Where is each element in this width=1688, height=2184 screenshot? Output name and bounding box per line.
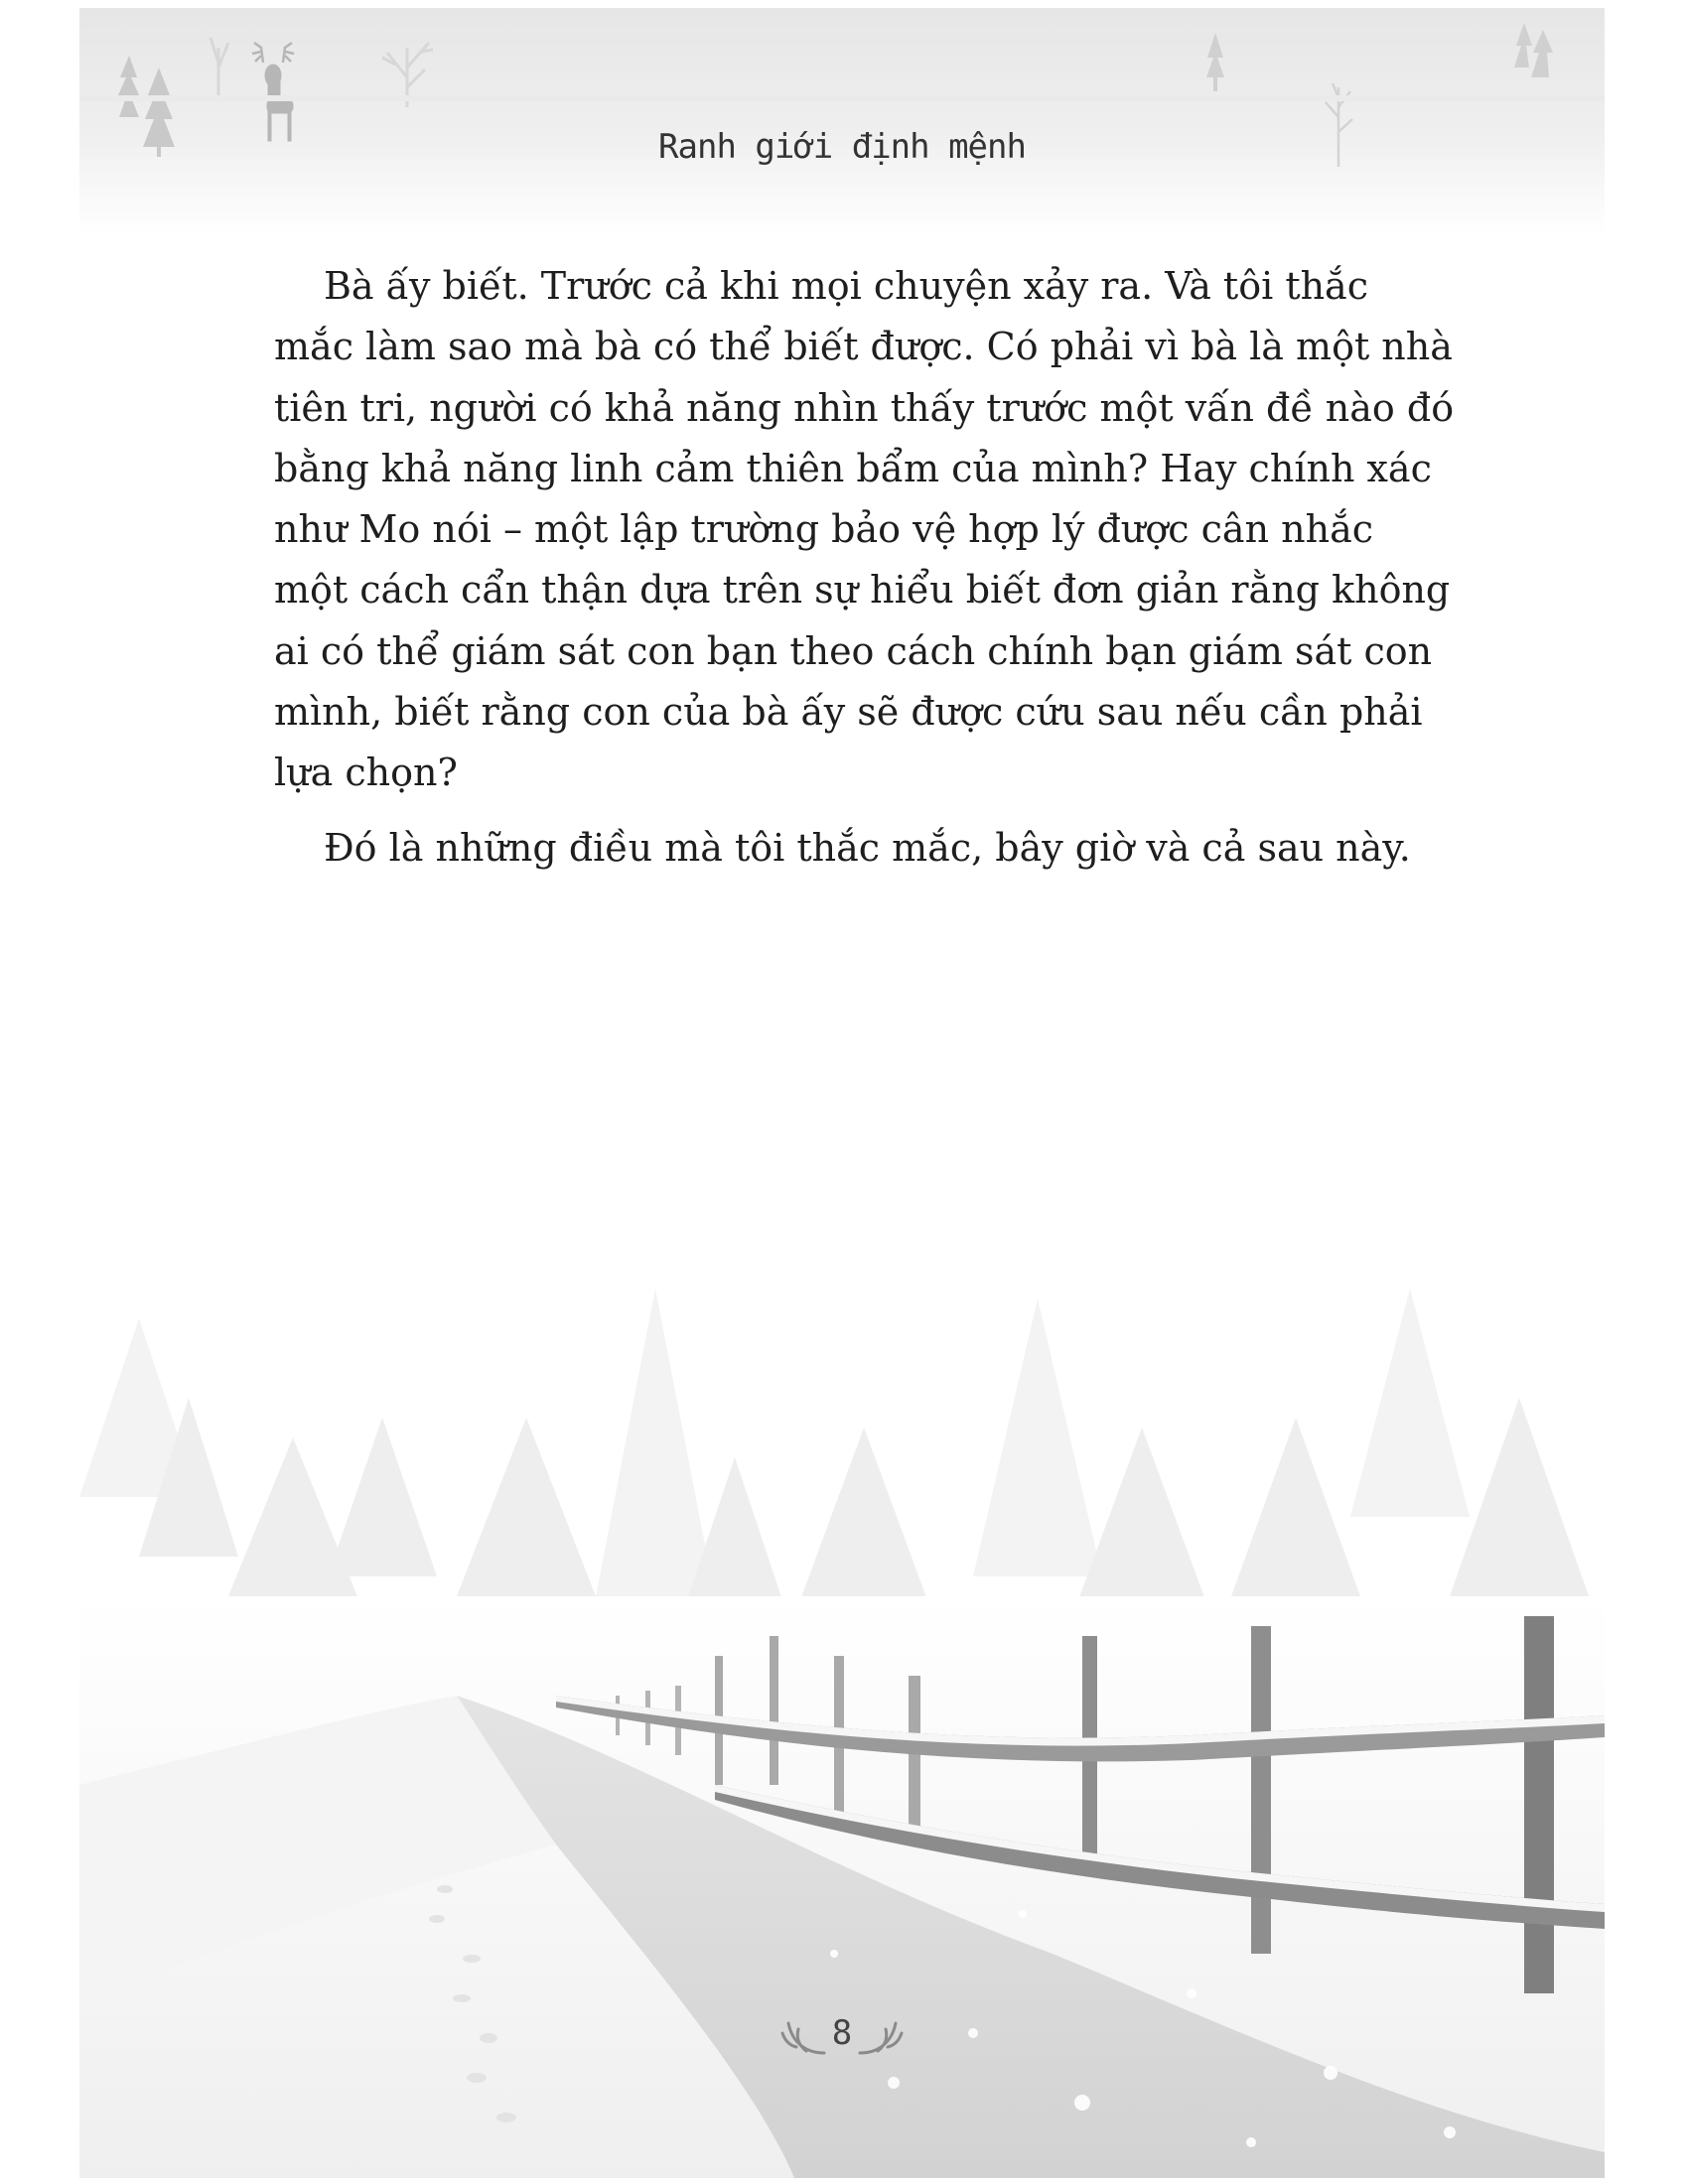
paragraph: Đó là những điều mà tôi thắc mắc, bây giờ và cả sau này.: [324, 825, 1411, 870]
book-page: [79, 8, 1605, 2178]
page-number: 8: [831, 2013, 853, 2053]
paragraph: Bà ấy biết. Trước cả khi mọi chuyện xảy ra. Và tôi thắc mắc làm sao mà bà có thể biết được. Có phải vì bà là một nhà tiên tri, người có khả năng nhìn thấy trước một vấn đề nào đó bằng khả năng linh cảm thiên bẩm của mình? Hay chính xác như Mo nói – một lập trường bảo vệ hợp lý được cân nhắc một cách cẩn thận dựa trên sự hiểu biết đơn giản rằng không ai có thể giám sát con bạn theo cách chính bạn giám sát con mình, biết rằng con của bà ấy sẽ được cứu sau nếu cần phải lựa chọn?: [274, 264, 1455, 795]
pine-forest-icon: [79, 1289, 1589, 1636]
running-head-title: Ranh giới định mệnh: [658, 127, 1026, 167]
body-text: [274, 256, 1456, 879]
page-number-ornament: [763, 2003, 921, 2073]
header-fog: [79, 8, 1605, 236]
